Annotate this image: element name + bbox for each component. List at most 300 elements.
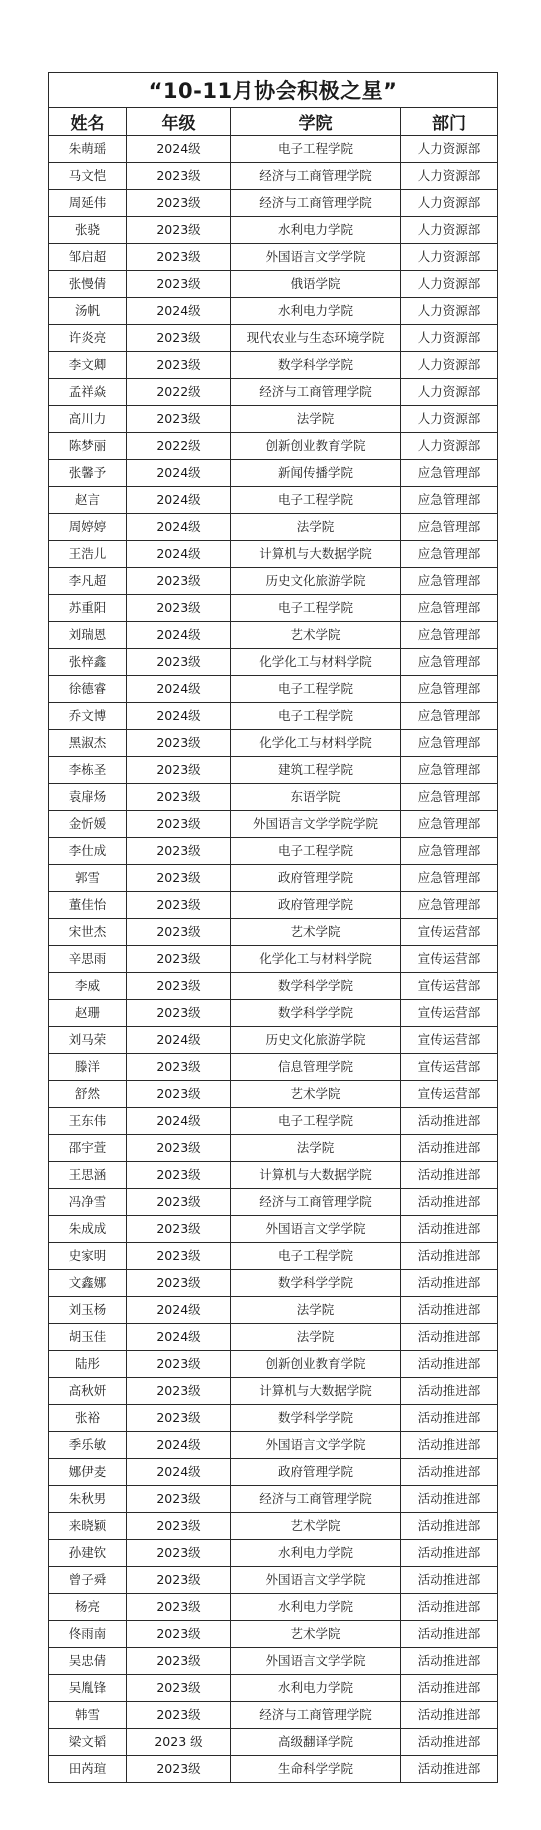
cell-grade: 2024级: [127, 136, 231, 163]
cell-department: 活动推进部: [401, 1513, 498, 1540]
cell-name: 胡玉佳: [49, 1324, 127, 1351]
cell-name: 李凡超: [49, 568, 127, 595]
cell-department: 人力资源部: [401, 190, 498, 217]
cell-college: 经济与工商管理学院: [231, 1189, 401, 1216]
cell-name: 滕洋: [49, 1054, 127, 1081]
cell-grade: 2023级: [127, 730, 231, 757]
cell-grade: 2023级: [127, 1162, 231, 1189]
cell-grade: 2023级: [127, 1081, 231, 1108]
cell-name: 孙建钦: [49, 1540, 127, 1567]
cell-name: 汤帆: [49, 298, 127, 325]
cell-college: 历史文化旅游学院: [231, 568, 401, 595]
cell-name: 吴忠倩: [49, 1648, 127, 1675]
cell-department: 应急管理部: [401, 784, 498, 811]
table-row: [49, 1513, 498, 1540]
cell-grade: 2024级: [127, 1459, 231, 1486]
cell-name: 董佳怡: [49, 892, 127, 919]
cell-name: 张梓鑫: [49, 649, 127, 676]
table-row: [49, 325, 498, 352]
table-row: [49, 1486, 498, 1513]
cell-grade: 2022级: [127, 433, 231, 460]
cell-name: 袁扉炀: [49, 784, 127, 811]
cell-college: 法学院: [231, 1324, 401, 1351]
cell-college: 电子工程学院: [231, 136, 401, 163]
cell-department: 活动推进部: [401, 1675, 498, 1702]
table-row: [49, 460, 498, 487]
cell-name: 辛思雨: [49, 946, 127, 973]
cell-department: 人力资源部: [401, 136, 498, 163]
cell-grade: 2023级: [127, 649, 231, 676]
cell-college: 新闻传播学院: [231, 460, 401, 487]
cell-grade: 2023级: [127, 1540, 231, 1567]
cell-name: 舒然: [49, 1081, 127, 1108]
cell-department: 宣传运营部: [401, 1054, 498, 1081]
cell-name: 朱萌瑶: [49, 136, 127, 163]
cell-grade: 2022级: [127, 379, 231, 406]
star-members-table: [48, 72, 498, 1783]
table-body: [49, 136, 498, 1783]
table-row: [49, 514, 498, 541]
cell-name: 梁文韬: [49, 1729, 127, 1756]
cell-department: 活动推进部: [401, 1378, 498, 1405]
cell-college: 电子工程学院: [231, 676, 401, 703]
cell-department: 应急管理部: [401, 703, 498, 730]
cell-grade: 2023级: [127, 163, 231, 190]
table-row: [49, 568, 498, 595]
table-row: [49, 1594, 498, 1621]
cell-grade: 2023级: [127, 1135, 231, 1162]
cell-name: 王思涵: [49, 1162, 127, 1189]
cell-college: 法学院: [231, 406, 401, 433]
cell-college: 现代农业与生态环境学院: [231, 325, 401, 352]
cell-college: 艺术学院: [231, 1621, 401, 1648]
cell-college: 水利电力学院: [231, 298, 401, 325]
cell-college: 化学化工与材料学院: [231, 730, 401, 757]
table-row: [49, 1729, 498, 1756]
cell-grade: 2023级: [127, 217, 231, 244]
cell-department: 活动推进部: [401, 1243, 498, 1270]
cell-name: 陆彤: [49, 1351, 127, 1378]
table-row: [49, 271, 498, 298]
cell-college: 外国语言文学学院: [231, 1648, 401, 1675]
cell-grade: 2023级: [127, 1486, 231, 1513]
table-row: [49, 703, 498, 730]
cell-college: 电子工程学院: [231, 1243, 401, 1270]
cell-college: 俄语学院: [231, 271, 401, 298]
cell-college: 电子工程学院: [231, 703, 401, 730]
cell-name: 苏重阳: [49, 595, 127, 622]
cell-grade: 2023级: [127, 595, 231, 622]
cell-college: 外国语言文学学院: [231, 1432, 401, 1459]
cell-college: 电子工程学院: [231, 487, 401, 514]
cell-grade: 2023级: [127, 892, 231, 919]
cell-grade: 2023 级: [127, 1729, 231, 1756]
cell-grade: 2023级: [127, 352, 231, 379]
cell-college: 生命科学学院: [231, 1756, 401, 1783]
cell-department: 活动推进部: [401, 1297, 498, 1324]
cell-college: 经济与工商管理学院: [231, 379, 401, 406]
cell-name: 高秋妍: [49, 1378, 127, 1405]
cell-name: 张馨予: [49, 460, 127, 487]
cell-grade: 2024级: [127, 703, 231, 730]
cell-department: 应急管理部: [401, 541, 498, 568]
cell-grade: 2023级: [127, 811, 231, 838]
cell-department: 应急管理部: [401, 622, 498, 649]
cell-name: 吴胤锋: [49, 1675, 127, 1702]
cell-grade: 2024级: [127, 1324, 231, 1351]
cell-department: 活动推进部: [401, 1729, 498, 1756]
cell-department: 人力资源部: [401, 244, 498, 271]
cell-college: 建筑工程学院: [231, 757, 401, 784]
cell-college: 水利电力学院: [231, 1540, 401, 1567]
cell-name: 乔文博: [49, 703, 127, 730]
cell-name: 邵宇萱: [49, 1135, 127, 1162]
cell-name: 孟祥焱: [49, 379, 127, 406]
cell-department: 活动推进部: [401, 1486, 498, 1513]
cell-name: 冯净雪: [49, 1189, 127, 1216]
table-row: [49, 1189, 498, 1216]
cell-grade: 2023级: [127, 1405, 231, 1432]
cell-name: 张慢倩: [49, 271, 127, 298]
cell-name: 佟雨南: [49, 1621, 127, 1648]
cell-college: 数学科学学院: [231, 1405, 401, 1432]
cell-department: 人力资源部: [401, 271, 498, 298]
cell-department: 人力资源部: [401, 325, 498, 352]
cell-name: 邹启超: [49, 244, 127, 271]
cell-department: 人力资源部: [401, 406, 498, 433]
cell-department: 人力资源部: [401, 352, 498, 379]
table-row: [49, 973, 498, 1000]
cell-college: 创新创业教育学院: [231, 433, 401, 460]
cell-name: 郭雪: [49, 865, 127, 892]
cell-department: 活动推进部: [401, 1567, 498, 1594]
table-row: [49, 190, 498, 217]
cell-college: 经济与工商管理学院: [231, 1486, 401, 1513]
cell-college: 外国语言文学学院学院: [231, 811, 401, 838]
cell-college: 政府管理学院: [231, 865, 401, 892]
cell-department: 活动推进部: [401, 1135, 498, 1162]
cell-name: 金忻媛: [49, 811, 127, 838]
cell-name: 张骁: [49, 217, 127, 244]
cell-grade: 2023级: [127, 1675, 231, 1702]
cell-college: 水利电力学院: [231, 1594, 401, 1621]
cell-grade: 2023级: [127, 271, 231, 298]
table-row: [49, 892, 498, 919]
cell-grade: 2023级: [127, 1513, 231, 1540]
cell-grade: 2024级: [127, 514, 231, 541]
cell-name: 来晓颖: [49, 1513, 127, 1540]
cell-college: 经济与工商管理学院: [231, 163, 401, 190]
cell-department: 活动推进部: [401, 1621, 498, 1648]
table-row: [49, 1081, 498, 1108]
cell-department: 活动推进部: [401, 1459, 498, 1486]
cell-department: 人力资源部: [401, 379, 498, 406]
cell-grade: 2023级: [127, 919, 231, 946]
table-row: [49, 1432, 498, 1459]
cell-name: 张裕: [49, 1405, 127, 1432]
cell-department: 活动推进部: [401, 1162, 498, 1189]
table-row: [49, 244, 498, 271]
cell-department: 应急管理部: [401, 730, 498, 757]
cell-grade: 2023级: [127, 244, 231, 271]
header-row: [49, 108, 498, 136]
cell-name: 韩雪: [49, 1702, 127, 1729]
cell-grade: 2024级: [127, 487, 231, 514]
table-row: [49, 433, 498, 460]
cell-name: 刘瑞恩: [49, 622, 127, 649]
cell-department: 人力资源部: [401, 163, 498, 190]
cell-department: 活动推进部: [401, 1108, 498, 1135]
cell-college: 计算机与大数据学院: [231, 1378, 401, 1405]
cell-grade: 2024级: [127, 1108, 231, 1135]
cell-name: 陈梦丽: [49, 433, 127, 460]
cell-college: 化学化工与材料学院: [231, 946, 401, 973]
cell-name: 杨亮: [49, 1594, 127, 1621]
cell-name: 季乐敏: [49, 1432, 127, 1459]
cell-grade: 2023级: [127, 406, 231, 433]
table-row: [49, 1243, 498, 1270]
cell-grade: 2023级: [127, 1702, 231, 1729]
cell-college: 艺术学院: [231, 1513, 401, 1540]
table-row: [49, 298, 498, 325]
table-row: [49, 1351, 498, 1378]
cell-college: 计算机与大数据学院: [231, 1162, 401, 1189]
cell-name: 曾子舜: [49, 1567, 127, 1594]
cell-department: 活动推进部: [401, 1270, 498, 1297]
cell-department: 应急管理部: [401, 649, 498, 676]
cell-department: 应急管理部: [401, 838, 498, 865]
cell-department: 活动推进部: [401, 1540, 498, 1567]
cell-name: 李威: [49, 973, 127, 1000]
cell-name: 刘玉杨: [49, 1297, 127, 1324]
table-row: [49, 838, 498, 865]
cell-name: 李仕成: [49, 838, 127, 865]
cell-grade: 2023级: [127, 757, 231, 784]
table-row: [49, 1621, 498, 1648]
cell-grade: 2023级: [127, 1216, 231, 1243]
cell-department: 宣传运营部: [401, 946, 498, 973]
cell-name: 许炎亮: [49, 325, 127, 352]
table-row: [49, 811, 498, 838]
table-row: [49, 136, 498, 163]
table-row: [49, 1540, 498, 1567]
cell-grade: 2023级: [127, 1567, 231, 1594]
cell-college: 经济与工商管理学院: [231, 190, 401, 217]
table-row: [49, 406, 498, 433]
cell-name: 徐德睿: [49, 676, 127, 703]
cell-name: 刘马荣: [49, 1027, 127, 1054]
cell-department: 活动推进部: [401, 1648, 498, 1675]
cell-name: 黑淑杰: [49, 730, 127, 757]
cell-college: 东语学院: [231, 784, 401, 811]
cell-college: 外国语言文学学院: [231, 244, 401, 271]
cell-department: 活动推进部: [401, 1216, 498, 1243]
cell-college: 电子工程学院: [231, 1108, 401, 1135]
cell-grade: 2023级: [127, 1756, 231, 1783]
table-row: [49, 541, 498, 568]
cell-grade: 2023级: [127, 946, 231, 973]
cell-grade: 2023级: [127, 865, 231, 892]
cell-name: 朱成成: [49, 1216, 127, 1243]
cell-name: 文鑫娜: [49, 1270, 127, 1297]
cell-name: 赵言: [49, 487, 127, 514]
cell-college: 电子工程学院: [231, 838, 401, 865]
cell-department: 宣传运营部: [401, 919, 498, 946]
cell-department: 活动推进部: [401, 1351, 498, 1378]
cell-grade: 2024级: [127, 676, 231, 703]
table-row: [49, 379, 498, 406]
cell-name: 李文卿: [49, 352, 127, 379]
table-row: [49, 919, 498, 946]
cell-department: 应急管理部: [401, 811, 498, 838]
cell-college: 电子工程学院: [231, 595, 401, 622]
table-row: [49, 1108, 498, 1135]
table-row: [49, 595, 498, 622]
table-row: [49, 1756, 498, 1783]
cell-college: 创新创业教育学院: [231, 1351, 401, 1378]
cell-grade: 2023级: [127, 1351, 231, 1378]
cell-grade: 2023级: [127, 190, 231, 217]
cell-college: 水利电力学院: [231, 1675, 401, 1702]
cell-department: 宣传运营部: [401, 973, 498, 1000]
cell-grade: 2023级: [127, 1243, 231, 1270]
cell-college: 外国语言文学学院: [231, 1567, 401, 1594]
title-row: [49, 73, 498, 108]
cell-college: 计算机与大数据学院: [231, 541, 401, 568]
cell-department: 应急管理部: [401, 676, 498, 703]
table-row: [49, 1702, 498, 1729]
cell-grade: 2024级: [127, 460, 231, 487]
cell-department: 宣传运营部: [401, 1027, 498, 1054]
cell-name: 王东伟: [49, 1108, 127, 1135]
cell-grade: 2024级: [127, 1027, 231, 1054]
cell-grade: 2023级: [127, 1189, 231, 1216]
cell-name: 史家明: [49, 1243, 127, 1270]
table-row: [49, 622, 498, 649]
table-row: [49, 1648, 498, 1675]
cell-department: 活动推进部: [401, 1405, 498, 1432]
cell-name: 赵珊: [49, 1000, 127, 1027]
cell-department: 宣传运营部: [401, 1081, 498, 1108]
header-grade: 年级: [127, 108, 231, 136]
cell-grade: 2023级: [127, 784, 231, 811]
cell-department: 活动推进部: [401, 1756, 498, 1783]
cell-college: 化学化工与材料学院: [231, 649, 401, 676]
cell-grade: 2023级: [127, 568, 231, 595]
table-row: [49, 1405, 498, 1432]
cell-department: 应急管理部: [401, 460, 498, 487]
cell-college: 法学院: [231, 514, 401, 541]
cell-name: 周婷婷: [49, 514, 127, 541]
cell-name: 王浩儿: [49, 541, 127, 568]
cell-grade: 2023级: [127, 1054, 231, 1081]
cell-college: 历史文化旅游学院: [231, 1027, 401, 1054]
cell-name: 朱秋男: [49, 1486, 127, 1513]
cell-college: 经济与工商管理学院: [231, 1702, 401, 1729]
table-row: [49, 649, 498, 676]
cell-name: 宋世杰: [49, 919, 127, 946]
cell-college: 数学科学学院: [231, 1270, 401, 1297]
table-row: [49, 1054, 498, 1081]
cell-department: 人力资源部: [401, 298, 498, 325]
cell-college: 数学科学学院: [231, 973, 401, 1000]
table-row: [49, 676, 498, 703]
cell-department: 应急管理部: [401, 487, 498, 514]
cell-college: 艺术学院: [231, 1081, 401, 1108]
table-row: [49, 1324, 498, 1351]
cell-department: 人力资源部: [401, 433, 498, 460]
cell-grade: 2024级: [127, 622, 231, 649]
cell-grade: 2023级: [127, 325, 231, 352]
header-name: 姓名: [49, 108, 127, 136]
table-row: [49, 784, 498, 811]
table-row: [49, 1135, 498, 1162]
cell-grade: 2023级: [127, 1000, 231, 1027]
cell-department: 活动推进部: [401, 1324, 498, 1351]
cell-college: 数学科学学院: [231, 352, 401, 379]
cell-grade: 2024级: [127, 1432, 231, 1459]
cell-grade: 2024级: [127, 298, 231, 325]
cell-college: 法学院: [231, 1135, 401, 1162]
cell-name: 李栋圣: [49, 757, 127, 784]
cell-department: 活动推进部: [401, 1702, 498, 1729]
table-row: [49, 1567, 498, 1594]
cell-college: 高级翻译学院: [231, 1729, 401, 1756]
cell-department: 宣传运营部: [401, 1000, 498, 1027]
cell-department: 活动推进部: [401, 1432, 498, 1459]
cell-college: 艺术学院: [231, 622, 401, 649]
table-row: [49, 163, 498, 190]
cell-name: 高川力: [49, 406, 127, 433]
cell-grade: 2024级: [127, 541, 231, 568]
cell-college: 艺术学院: [231, 919, 401, 946]
table-row: [49, 1270, 498, 1297]
table-row: [49, 487, 498, 514]
cell-name: 田芮瑄: [49, 1756, 127, 1783]
cell-college: 法学院: [231, 1297, 401, 1324]
table-title: “10-11月协会积极之星”: [49, 73, 498, 108]
table-row: [49, 1216, 498, 1243]
cell-grade: 2023级: [127, 1648, 231, 1675]
cell-department: 应急管理部: [401, 514, 498, 541]
table-row: [49, 1459, 498, 1486]
cell-department: 应急管理部: [401, 865, 498, 892]
table-row: [49, 757, 498, 784]
cell-name: 马文恺: [49, 163, 127, 190]
cell-grade: 2023级: [127, 1378, 231, 1405]
cell-college: 数学科学学院: [231, 1000, 401, 1027]
header-college: 学院: [231, 108, 401, 136]
cell-grade: 2024级: [127, 1297, 231, 1324]
table-row: [49, 1675, 498, 1702]
table-row: [49, 1000, 498, 1027]
table-row: [49, 1297, 498, 1324]
cell-department: 人力资源部: [401, 217, 498, 244]
table-row: [49, 1162, 498, 1189]
table-row: [49, 865, 498, 892]
cell-college: 信息管理学院: [231, 1054, 401, 1081]
cell-grade: 2023级: [127, 1594, 231, 1621]
cell-department: 应急管理部: [401, 568, 498, 595]
table-row: [49, 352, 498, 379]
cell-department: 应急管理部: [401, 892, 498, 919]
header-department: 部门: [401, 108, 498, 136]
cell-grade: 2023级: [127, 1270, 231, 1297]
cell-department: 活动推进部: [401, 1189, 498, 1216]
table-row: [49, 946, 498, 973]
cell-department: 应急管理部: [401, 595, 498, 622]
cell-grade: 2023级: [127, 973, 231, 1000]
